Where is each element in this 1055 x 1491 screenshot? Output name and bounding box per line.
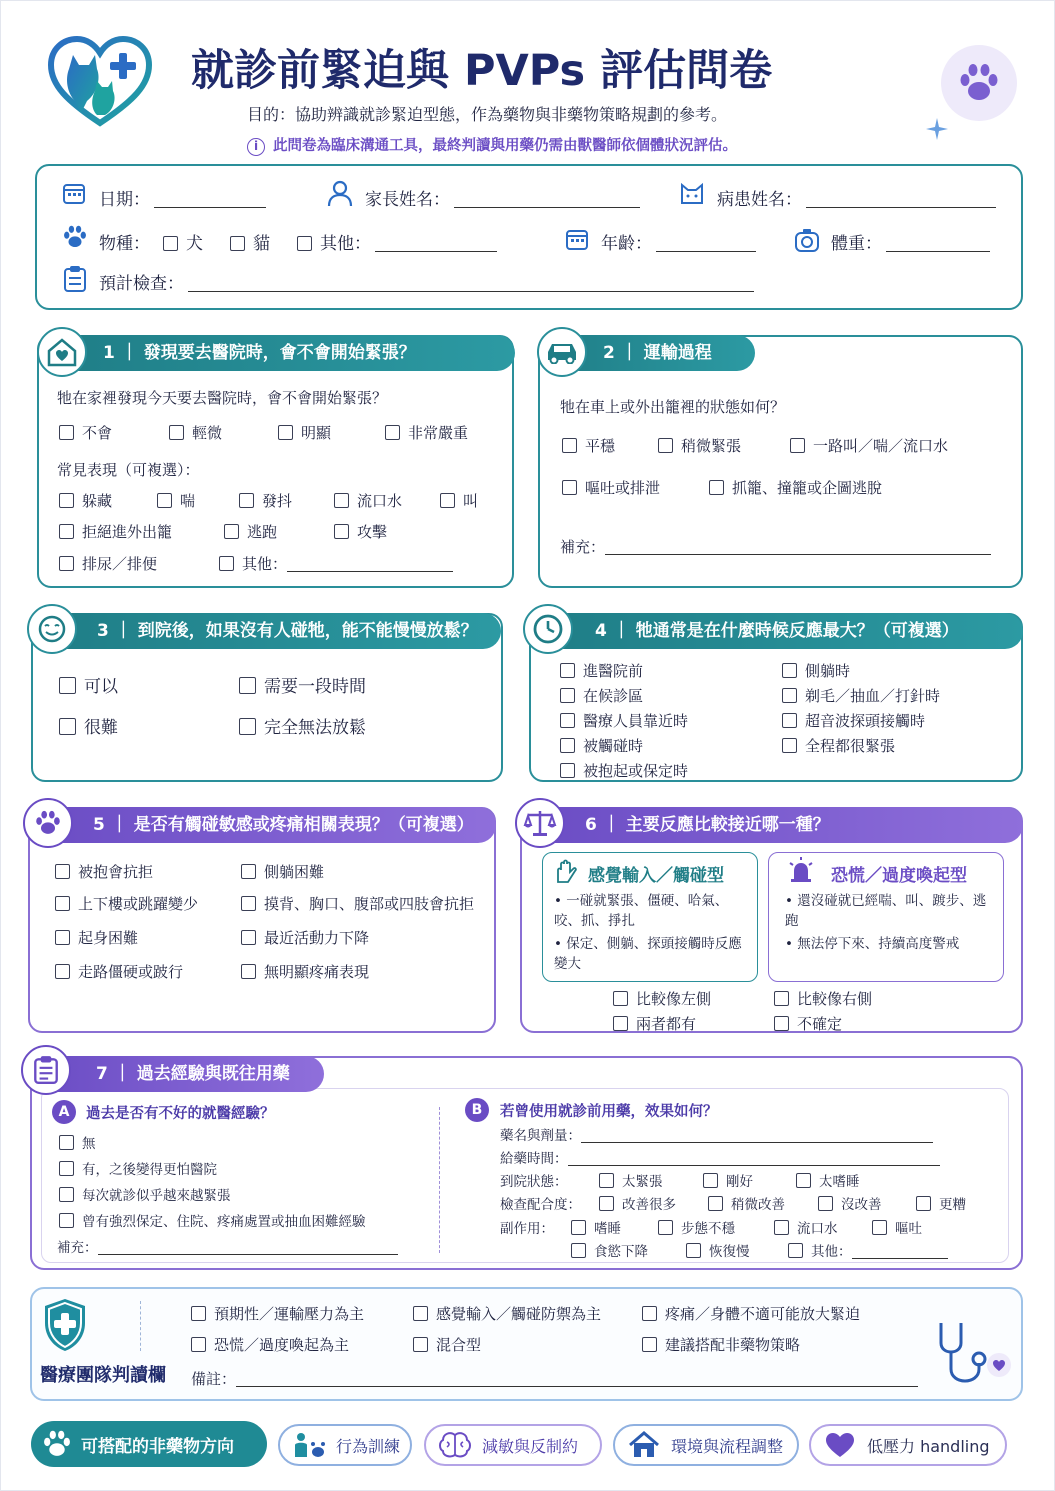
pet-heart-logo-icon [47,35,153,129]
s2-vocal-panting[interactable]: 一路叫／喘／流口水 [790,435,948,456]
s1-sign-aggression[interactable]: 攻擊 [334,521,387,542]
section-5-tab: 5 ｜ 是否有觸碰敏感或疼痛相關表現？（可複選） [31,807,496,843]
cat-face-icon [678,179,706,205]
s5-no-pain-signs[interactable]: 無明顯疼痛表現 [241,961,369,982]
s5-difficulty-rising[interactable]: 起身困難 [55,927,138,948]
s4-waiting-area[interactable]: 在候診區 [560,685,643,706]
stethoscope-icon [933,1319,1015,1393]
s3-yes[interactable]: 可以 [59,672,118,697]
s1-sign-trembling[interactable]: 發抖 [239,490,292,511]
sensory-type-title: 感覺輸入／觸碰型 [588,866,724,886]
team-sensory[interactable]: 感覺輸入／觸碰防禦為主 [413,1303,601,1324]
side-effects-label: 副作用： [500,1221,554,1237]
home-icon [627,1431,661,1459]
section-5-paw-icon [23,798,73,848]
side-drooling[interactable]: 流口水 [774,1217,838,1237]
s6-more-left[interactable]: 比較像左側 [613,988,711,1009]
section-4-tab: 4 ｜ 牠通常是在什麼時候反應最大？（可複選） [533,613,1023,649]
team-anticipatory[interactable]: 預期性／運輸壓力為主 [191,1303,364,1324]
s7-a-increasing[interactable]: 每次就診似乎越來越緊張 [59,1184,231,1204]
side-vomiting[interactable]: 嘔吐 [872,1217,922,1237]
panic-point-1: • 還沒碰就已經喘、叫、踱步、逃跑 [785,893,987,929]
age-field[interactable]: 年齡： [601,229,756,254]
behavior-training-pill: 行為訓練 [278,1424,412,1466]
scale-icon [515,798,565,848]
badge-a: A [52,1100,76,1124]
team-nonpharm[interactable]: 建議搭配非藥物策略 [642,1334,800,1355]
team-divider [140,1301,141,1351]
arrival-too-sleepy[interactable]: 太嗜睡 [796,1170,860,1190]
patient-name-field[interactable]: 病患姓名： [717,185,996,210]
person-icon [327,179,353,207]
s1-sign-elimination[interactable]: 排尿／排便 [59,553,157,574]
weight-icon [794,227,820,253]
section-1-tab: 1 ｜ 發現要去醫院時，會不會開始緊張？ [41,335,515,371]
s5-resist-lifting[interactable]: 被抱會抗拒 [55,861,153,882]
s1-sign-panting[interactable]: 喘 [157,490,195,511]
badge-b: B [465,1098,489,1122]
drug-dose-field[interactable]: 藥名與劑量： [500,1124,933,1144]
s5-resist-touch-body[interactable]: 摸背、胸口、腹部或四肢會抗拒 [241,893,474,914]
side-ataxia[interactable]: 步態不穩 [658,1217,735,1237]
car-icon [537,327,587,377]
s6-more-right[interactable]: 比較像右側 [774,988,872,1009]
exam-no-change[interactable]: 沒改善 [818,1193,882,1213]
s4-staff-approach[interactable]: 醫療人員靠近時 [560,710,688,731]
s3-cannot-relax[interactable]: 完全無法放鬆 [239,713,366,738]
panic-point-2: • 無法停下來、持續高度警戒 [785,936,960,952]
s4-lateral[interactable]: 側躺時 [782,660,850,681]
s7-a-none[interactable]: 無 [59,1132,96,1152]
s1-level-none[interactable]: 不會 [59,422,112,443]
s5-activity-decrease[interactable]: 最近活動力下降 [241,927,369,948]
clipboard-icon [63,265,87,293]
s1-sign-refuse-carrier[interactable]: 拒絕進外出籠 [59,521,172,542]
s7-divider [439,1107,440,1253]
environment-process-pill: 環境與流程調整 [613,1424,799,1466]
desensitization-pill: 減敏與反制約 [424,1424,602,1466]
exam-slightly-better[interactable]: 稍微改善 [708,1193,785,1213]
date-field[interactable]: 日期： [99,185,266,210]
s5-stiff-lame[interactable]: 走路僵硬或跛行 [55,961,183,982]
section-2-question: 牠在車上或外出籠裡的狀態如何？ [560,398,786,416]
s1-signs-label: 常見表現（可複選）： [57,461,200,479]
medical-team-label: 醫療團隊判讀欄 [40,1365,166,1386]
brain-icon [438,1431,472,1459]
age-calendar-icon [564,227,590,251]
paw-icon [62,225,88,249]
planned-exam-field[interactable]: 預計檢查： [99,269,754,294]
shield-cross-icon [41,1297,89,1353]
s3-takes-time[interactable]: 需要一段時間 [239,672,366,697]
disclaimer-note: i 此問卷為臨床溝通工具，最終判讀與用藥仍需由獸醫師依個體狀況評估。 [247,134,737,156]
hand-touch-icon [552,858,580,884]
s1-sign-escaping[interactable]: 逃跑 [224,521,277,542]
sparkle-icon [926,118,948,140]
s1-sign-hiding[interactable]: 躲藏 [59,490,112,511]
team-note-field[interactable]: 備註： [191,1368,918,1389]
training-icon [292,1431,326,1459]
s2-note-field[interactable]: 補充： [560,536,991,557]
weight-field[interactable]: 體重： [831,229,990,254]
team-mixed[interactable]: 混合型 [413,1334,481,1355]
s2-slightly-tense[interactable]: 稍微緊張 [658,435,741,456]
arrival-label: 到院狀態： [500,1174,568,1190]
species-cat-checkbox[interactable]: 貓 [230,229,270,254]
s7-a-traumatic[interactable]: 曾有強烈保定、住院、疼痛處置或抽血困難經驗 [59,1210,366,1230]
side-slow-recovery[interactable]: 恢復慢 [686,1240,750,1260]
section-6-tab: 6 ｜ 主要反應比較接近哪一種？ [523,807,1023,843]
s4-restrained[interactable]: 被抱起或保定時 [560,760,688,781]
sensory-point-2: • 保定、側躺、探頭接觸時反應變大 [554,936,742,972]
section-2-tab: 2 ｜ 運輸過程 [541,335,755,371]
exam-much-better[interactable]: 改善很多 [599,1193,676,1213]
low-stress-handling-pill: 低壓力 handling [809,1424,1007,1466]
section-7-tab: 7 ｜ 過去經驗與既往用藥 [34,1056,324,1092]
history-clipboard-icon [21,1045,71,1095]
paw-badge-icon [941,45,1017,121]
arrival-just-right[interactable]: 剛好 [703,1170,753,1190]
purpose-text: 目的：協助辨識就診緊迫型態，作為藥物與非藥物策略規劃的參考。 [247,105,728,124]
section-1-question: 牠在家裡發現今天要去醫院時，會不會開始緊張？ [57,389,388,407]
owner-name-field[interactable]: 家長姓名： [365,185,640,210]
side-other[interactable]: 其他： [788,1240,948,1260]
s1-level-mild[interactable]: 輕微 [169,422,222,443]
s1-sign-vocalizing[interactable]: 叫 [440,490,478,511]
team-pain[interactable]: 疼痛／身體不適可能放大緊迫 [642,1303,860,1324]
home-heart-icon [37,327,87,377]
species-other-checkbox[interactable]: 其他： [297,229,497,254]
s3-difficult[interactable]: 很難 [59,713,118,738]
s7-a-note-field[interactable]: 補充： [57,1236,398,1256]
panic-type-title: 恐慌／過度喚起型 [831,866,967,886]
species-dog-checkbox[interactable]: 犬 [163,229,203,254]
s7-a-title: 過去是否有不好的就醫經驗？ [86,1106,275,1122]
s5-less-jumping[interactable]: 上下樓或跳躍變少 [55,893,198,914]
s4-ultrasound[interactable]: 超音波探頭接觸時 [782,710,925,731]
calm-face-icon [27,604,77,654]
s1-sign-drooling[interactable]: 流口水 [334,490,402,511]
s1-sign-other[interactable]: 其他： [219,553,453,574]
s1-level-obvious[interactable]: 明顯 [278,422,331,443]
s2-vomit-eliminate[interactable]: 嘔吐或排泄 [562,477,660,498]
nonpharm-direction-badge: 可搭配的非藥物方向 [31,1421,267,1467]
team-panic[interactable]: 恐慌／過度喚起為主 [191,1334,349,1355]
s2-scratch-escape[interactable]: 抓籠、撞籠或企圖逃脫 [709,477,882,498]
s7-b-title: 若曾使用就診前用藥，效果如何？ [500,1104,718,1120]
s7-a-more-fearful[interactable]: 有，之後變得更怕醫院 [59,1158,217,1178]
calendar-icon [62,181,86,205]
side-sleepy[interactable]: 嗜睡 [571,1217,621,1237]
alarm-icon [787,857,815,885]
side-appetite-loss[interactable]: 食慾下降 [571,1240,648,1260]
dose-time-field[interactable]: 給藥時間： [500,1147,940,1167]
info-icon: i [247,138,265,156]
s2-calm[interactable]: 平穩 [562,435,615,456]
s4-whole-visit[interactable]: 全程都很緊張 [782,735,895,756]
footer-paw-icon [41,1430,73,1458]
exam-worse[interactable]: 更糟 [916,1193,966,1213]
s4-before-entering[interactable]: 進醫院前 [560,660,643,681]
sensory-point-1: • 一碰就緊張、僵硬、哈氣、咬、抓、掙扎 [554,893,729,929]
section-3-tab: 3 ｜ 到院後，如果沒有人碰牠，能不能慢慢放鬆？ [35,613,501,649]
clock-icon [523,604,573,654]
s4-touched[interactable]: 被觸碰時 [560,735,643,756]
s6-both[interactable]: 兩者都有 [613,1013,696,1034]
s5-lateral-difficulty[interactable]: 側躺困難 [241,861,324,882]
page-title: 就診前緊迫與 PVPs 評估問卷 [191,46,773,96]
heart-icon [823,1431,857,1459]
arrival-too-tense[interactable]: 太緊張 [599,1170,663,1190]
s6-unsure[interactable]: 不確定 [774,1013,842,1034]
species-label: 物種： [99,234,150,254]
s4-shave-blood-injection[interactable]: 剃毛／抽血／打針時 [782,685,940,706]
s1-level-severe[interactable]: 非常嚴重 [385,422,468,443]
exam-compliance-label: 檢查配合度： [500,1197,581,1213]
